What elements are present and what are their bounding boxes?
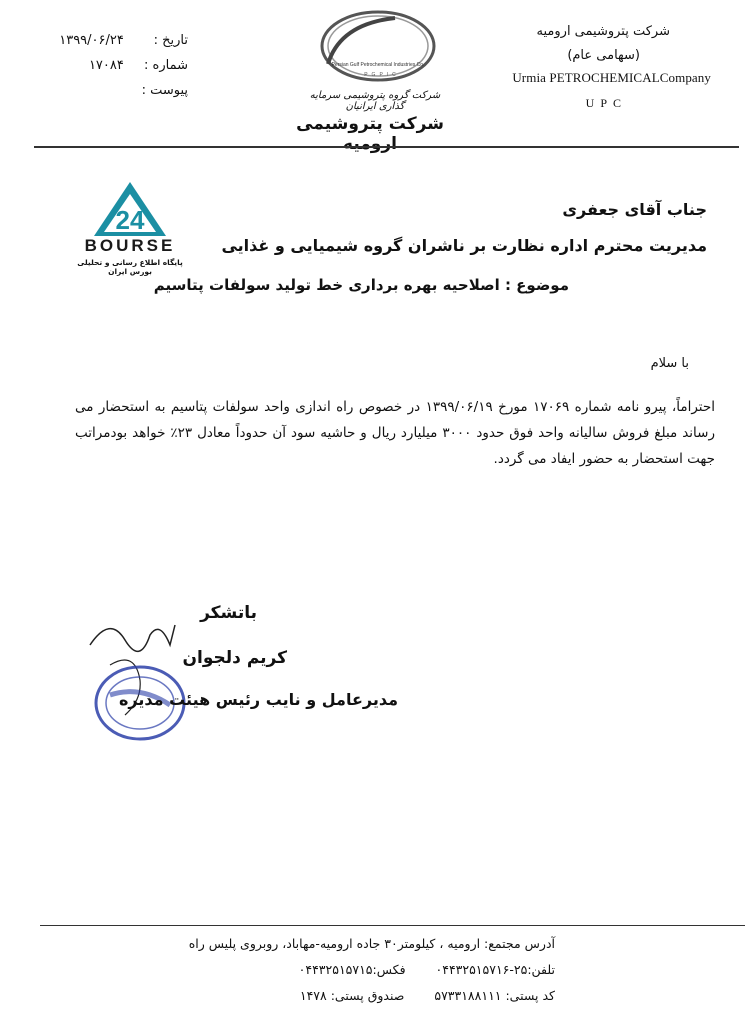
footer-tel: تلفن:۲۵-۰۴۴۳۲۵۱۵۷۱۶ <box>435 962 555 977</box>
footer-phone-row <box>299 962 555 977</box>
footer-address: آدرس مجتمع: ارومیه ، کیلومتر۳۰ جاده ارومیه-مهاباد، روبروی پلیس راه <box>188 936 555 951</box>
logo-company-name: شرکت پتروشیمی ارومیه <box>296 114 444 154</box>
attachment-label: پیوست : <box>141 83 188 98</box>
addressee-name: جناب آقای جعفری <box>562 200 707 219</box>
svg-text:PGPIC: PGPIC <box>364 72 400 78</box>
footer-post-row <box>300 988 555 1003</box>
bourse-subtitle: پایگاه اطلاع رسانی و تحلیلی بورس ایران <box>77 258 183 276</box>
letter-body: احتراماً، پیرو نامه شماره ۱۷۰۶۹ مورخ ۱۳۹۹/۰۶/۱۹ در خصوص راه اندازی واحد سولفات پتاسیم به استحضار می رساند مبلغ فروش سالیانه واحد فوق حدود ۳۰۰۰ میلیارد ریال و حاشیه سود آن حدوداً معادل ۲۳٪ خواهد بودمراتب جهت استحضار به حضور ایفاد می گردد. <box>75 399 715 467</box>
signer-name: کریم دلجوان <box>182 648 287 668</box>
header-divider <box>34 146 739 148</box>
attachment-row <box>128 83 188 98</box>
footer-postal-code: کد پستی: ۵۷۳۳۱۸۸۱۱۱ <box>434 988 555 1003</box>
number-value: ۱۷۰۸۴ <box>88 58 124 73</box>
company-abbr: UPC <box>585 96 627 110</box>
greeting: با سلام <box>650 356 689 371</box>
date-value: ۱۳۹۹/۰۶/۲۴ <box>59 33 124 48</box>
logo-group-text: شرکت گروه پتروشیمی سرمایه گذاری ایرانیان <box>309 90 441 112</box>
addressee-department: مدیریت محترم اداره نظارت بر ناشران گروه شیمیایی و غذایی <box>221 236 707 255</box>
signer-title: مدیرعامل و نایب رئیس هیئت مدیره <box>118 690 398 709</box>
company-name-fa: شرکت پتروشیمی ارومیه <box>536 24 670 39</box>
bourse-logo-icon <box>72 180 192 270</box>
stamp-signature-icon <box>80 605 220 745</box>
date-label: تاریخ : <box>153 33 188 48</box>
closing-thanks: باتشکر <box>200 603 257 623</box>
company-type: (سهامی عام) <box>567 48 640 63</box>
svg-text:24: 24 <box>115 205 145 235</box>
svg-text:Persian Gulf Petrochemical Ind: Persian Gulf Petrochemical Industries Co. <box>331 62 425 68</box>
number-label: شماره : <box>144 58 188 73</box>
footer-po-box: صندوق پستی: ۱۴۷۸ <box>299 988 405 1003</box>
footer-fax: فکس:۰۴۴۳۲۵۱۵۷۱۵ <box>298 962 406 977</box>
company-name-en: Urmia PETROCHEMICALCompany <box>512 70 711 85</box>
number-row <box>89 58 188 73</box>
bourse-name: BOURSE <box>84 236 176 255</box>
letter-subject: موضوع : اصلاحیه بهره برداری خط تولید سولفات پتاسیم <box>153 276 569 294</box>
date-row <box>59 33 188 48</box>
footer-divider <box>40 925 745 926</box>
